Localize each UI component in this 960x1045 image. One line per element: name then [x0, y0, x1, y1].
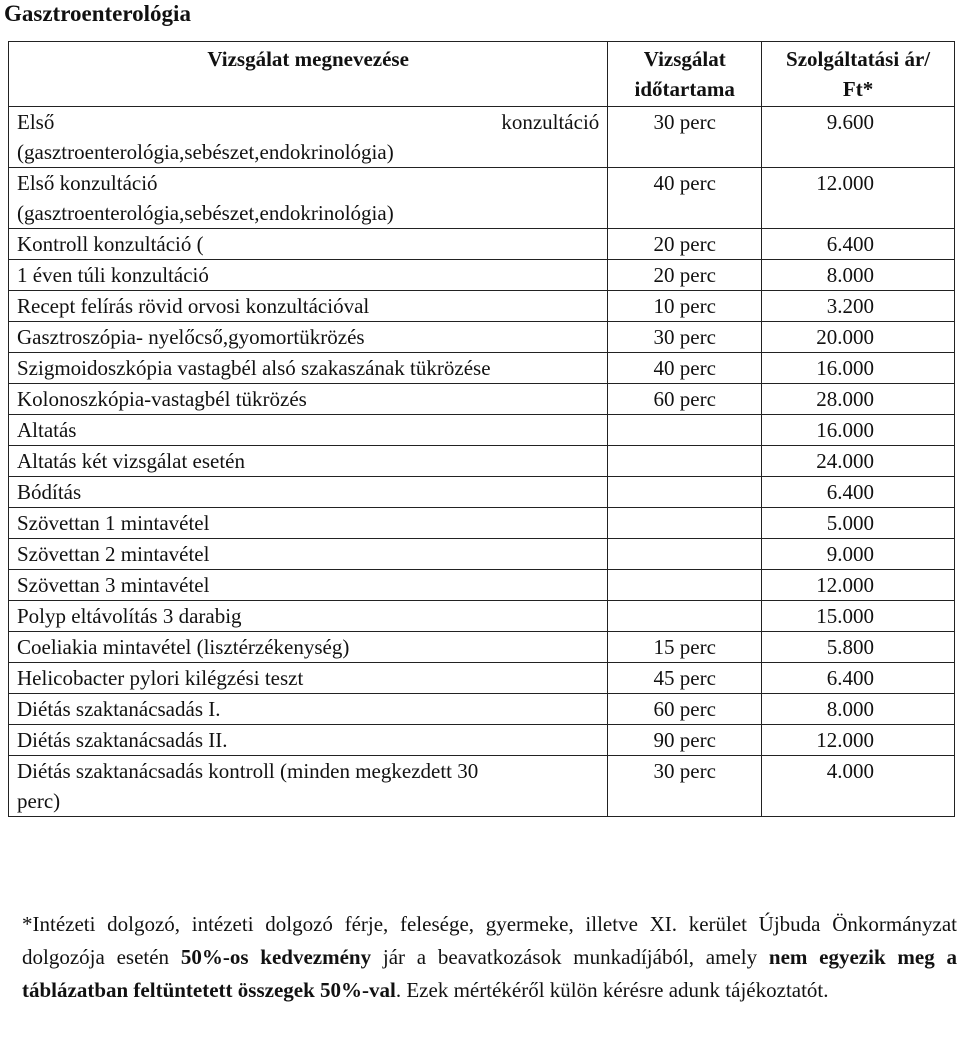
cell-name [9, 694, 608, 725]
cell-price: 3.200 [762, 291, 955, 322]
cell-name [9, 570, 608, 601]
header-name [9, 42, 608, 107]
table-row [9, 291, 955, 322]
header-price [762, 42, 955, 107]
cell-price: 20.000 [762, 322, 955, 353]
cell-name-text: Kontroll konzultáció ( [17, 232, 204, 256]
cell-name [9, 229, 608, 260]
cell-name [9, 107, 608, 168]
cell-name-line [17, 601, 599, 631]
cell-name-line [17, 694, 599, 724]
cell-name-line [17, 291, 599, 321]
cell-duration: 45 perc [608, 663, 762, 694]
cell-price: 15.000 [762, 601, 955, 632]
footnote [22, 908, 957, 1007]
cell-duration [608, 415, 762, 446]
cell-name [9, 260, 608, 291]
cell-price: 6.400 [762, 229, 955, 260]
cell-name [9, 353, 608, 384]
price-table [8, 41, 955, 817]
cell-duration: 90 perc [608, 725, 762, 756]
table-row [9, 663, 955, 694]
cell-name [9, 168, 608, 229]
cell-name-text: Bódítás [17, 480, 82, 504]
cell-duration [608, 601, 762, 632]
table-row [9, 632, 955, 663]
cell-name-line [17, 477, 599, 507]
cell-duration [608, 508, 762, 539]
cell-duration [608, 570, 762, 601]
cell-price: 6.400 [762, 663, 955, 694]
cell-name-line [17, 415, 599, 445]
cell-price: 9.000 [762, 539, 955, 570]
table-row [9, 260, 955, 291]
cell-name [9, 384, 608, 415]
cell-duration [608, 477, 762, 508]
cell-name-line [17, 632, 599, 662]
page-title: Gasztroenterológia [4, 1, 191, 26]
cell-duration: 30 perc [608, 756, 762, 817]
cell-name-text: Szövettan 1 mintavétel [17, 511, 210, 535]
cell-duration: 40 perc [608, 353, 762, 384]
table-row [9, 539, 955, 570]
cell-name-text: Coeliakia mintavétel (lisztérzékenység) [17, 635, 350, 659]
cell-name-text: Recept felírás rövid orvosi konzultációval [17, 294, 370, 318]
cell-name-text: Helicobacter pylori kilégzési teszt [17, 666, 304, 690]
cell-price: 24.000 [762, 446, 955, 477]
cell-price: 12.000 [762, 725, 955, 756]
cell-price: 16.000 [762, 353, 955, 384]
cell-name-text: Diétás szaktanácsadás II. [17, 728, 228, 752]
cell-name-line [17, 353, 599, 383]
table-header-row [9, 42, 955, 107]
cell-duration: 30 perc [608, 322, 762, 353]
table-row [9, 353, 955, 384]
cell-duration: 10 perc [608, 291, 762, 322]
cell-name-text: Altatás [17, 418, 77, 442]
cell-name-line [17, 663, 599, 693]
footnote-part3: . Ezek mértékéről külön kérésre adunk tájékoztatót. [395, 978, 829, 1002]
cell-name-line [17, 229, 599, 259]
cell-name-text: Szövettan 2 mintavétel [17, 542, 210, 566]
cell-name [9, 663, 608, 694]
cell-price: 12.000 [762, 168, 955, 229]
cell-name-continuation: (gasztroenterológia,sebészet,endokrinológia) [17, 201, 394, 225]
cell-duration: 20 perc [608, 260, 762, 291]
cell-name-text: Kolonoszkópia-vastagbél tükrözés [17, 387, 307, 411]
cell-price: 5.800 [762, 632, 955, 663]
cell-price: 8.000 [762, 694, 955, 725]
cell-name-text: 1 éven túli konzultáció [17, 263, 209, 287]
cell-name-line [17, 570, 599, 600]
table-row [9, 229, 955, 260]
cell-name-text: Első [17, 110, 55, 134]
cell-name-line [17, 756, 599, 786]
cell-name-line [17, 168, 599, 198]
table-row [9, 415, 955, 446]
cell-name [9, 477, 608, 508]
cell-duration [608, 539, 762, 570]
cell-duration: 15 perc [608, 632, 762, 663]
header-name-label: Vizsgálat megnevezése [207, 47, 409, 71]
cell-duration: 60 perc [608, 384, 762, 415]
cell-name-line [17, 322, 599, 352]
cell-name-continuation: perc) [17, 789, 61, 813]
header-duration [608, 42, 762, 107]
cell-name-continuation: (gasztroenterológia,sebészet,endokrinológia) [17, 140, 394, 164]
header-duration-line1: Vizsgálat [643, 47, 726, 71]
header-price-line1: Szolgáltatási ár/ [786, 47, 931, 71]
table-row [9, 168, 955, 229]
table-row [9, 107, 955, 168]
cell-price: 9.600 [762, 107, 955, 168]
cell-name-line [17, 725, 599, 755]
cell-name-text: Altatás két vizsgálat esetén [17, 449, 245, 473]
cell-name-text: Polyp eltávolítás 3 darabig [17, 604, 242, 628]
cell-price: 8.000 [762, 260, 955, 291]
cell-name-line [17, 508, 599, 538]
cell-duration: 30 perc [608, 107, 762, 168]
cell-price: 12.000 [762, 570, 955, 601]
table-row [9, 725, 955, 756]
cell-price: 16.000 [762, 415, 955, 446]
cell-price: 5.000 [762, 508, 955, 539]
cell-name-text-end: konzultáció [501, 110, 600, 134]
cell-duration: 20 perc [608, 229, 762, 260]
table-row [9, 570, 955, 601]
cell-name [9, 508, 608, 539]
cell-name [9, 632, 608, 663]
table-row [9, 446, 955, 477]
cell-name-line [17, 384, 599, 414]
cell-name [9, 446, 608, 477]
cell-name [9, 601, 608, 632]
cell-name-text: Diétás szaktanácsadás I. [17, 697, 221, 721]
footnote-part2: jár a beavatkozások munkadíjából, amely [371, 945, 769, 969]
table-body [9, 107, 955, 817]
cell-name-line [17, 260, 599, 290]
cell-price: 6.400 [762, 477, 955, 508]
table-row [9, 694, 955, 725]
cell-name [9, 415, 608, 446]
cell-name [9, 756, 608, 817]
cell-price: 28.000 [762, 384, 955, 415]
cell-name-text: Első konzultáció [17, 171, 158, 195]
table-row [9, 322, 955, 353]
cell-name-line [17, 539, 599, 569]
table-row [9, 601, 955, 632]
table-row [9, 756, 955, 817]
cell-name [9, 725, 608, 756]
footnote-bold2: nem egyezik meg a táblázatban feltüntetett összegek 50%-val [22, 945, 958, 1002]
cell-name [9, 322, 608, 353]
table-row [9, 384, 955, 415]
cell-duration: 40 perc [608, 168, 762, 229]
table-row [9, 477, 955, 508]
footnote-part1: *Intézeti dolgozó, intézeti dolgozó férje, felesége, gyermeke, illetve XI. kerület Újbuda Önkormányzat dolgozója esetén [22, 912, 957, 969]
cell-duration: 60 perc [608, 694, 762, 725]
header-duration-line2: időtartama [634, 77, 735, 101]
cell-duration [608, 446, 762, 477]
header-price-line2: Ft* [842, 77, 874, 101]
footnote-bold1: 50%-os kedvezmény [180, 945, 372, 969]
cell-name-text: Diétás szaktanácsadás kontroll (minden megkezdett 30 [17, 759, 479, 783]
cell-name-line [17, 107, 599, 137]
cell-price: 4.000 [762, 756, 955, 817]
cell-name-text: Gasztroszópia- nyelőcső,gyomortükrözés [17, 325, 365, 349]
table-row [9, 508, 955, 539]
cell-name-text: Szövettan 3 mintavétel [17, 573, 210, 597]
cell-name-line [17, 446, 599, 476]
cell-name [9, 539, 608, 570]
cell-name-text: Szigmoidoszkópia vastagbél alsó szakaszának tükrözése [17, 356, 491, 380]
cell-name [9, 291, 608, 322]
